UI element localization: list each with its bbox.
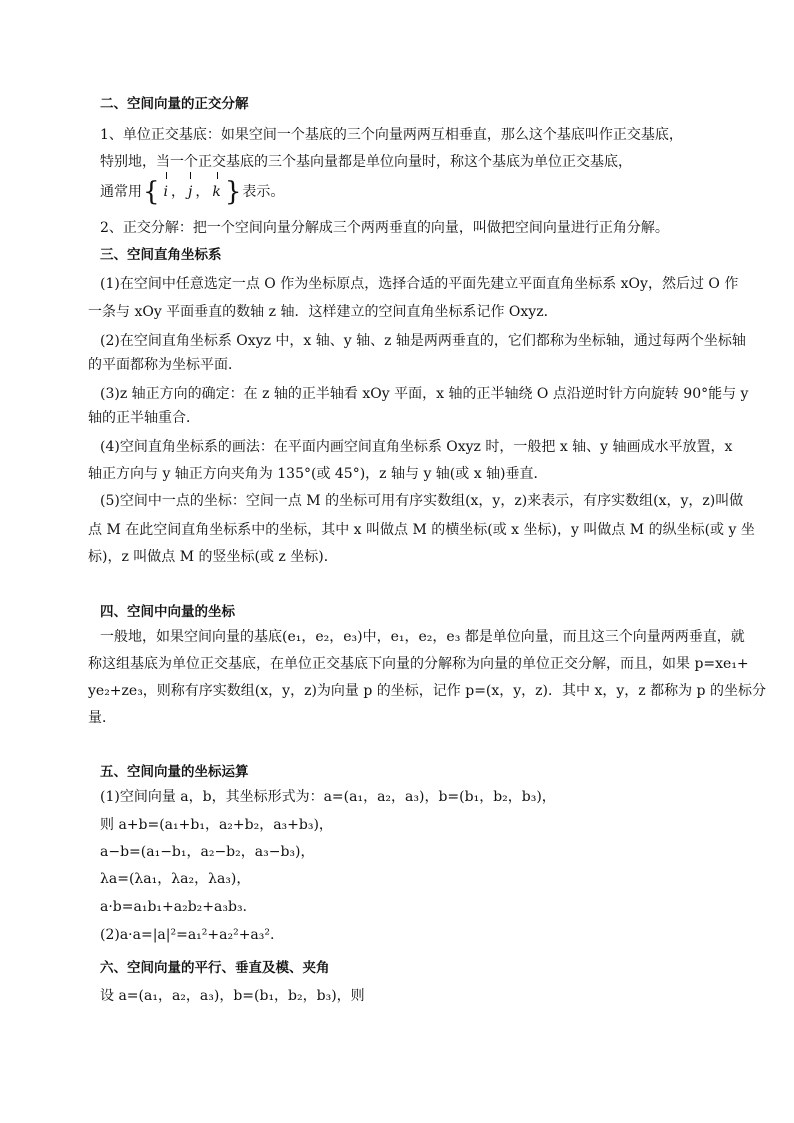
- section-3-para-5-line-1: (5)空间中一点的坐标：空间一点 M 的坐标可用有序实数组(x，y，z)来表示，有序实数组(x，y，z)叫做: [100, 493, 744, 509]
- section-5-line-2: 则 a+b=(a₁+b₁，a₂+b₂，a₃+b₃)，: [100, 817, 333, 833]
- section-3-para-1-line-2: 一条与 xOy 平面垂直的数轴 z 轴．这样建立的空间直角坐标系记作 Oxyz．: [88, 304, 558, 320]
- section-4-para-1-line-2: 称这组基底为单位正交基底，在单位正交基底下向量的分解称为向量的单位正交分解，而且，如果 p=xe₁+: [88, 656, 749, 672]
- section-5-line-5: a·b=a₁b₁+a₂b₂+a₃b₃.: [100, 899, 247, 915]
- section-5-line-6: (2)a·a=|a|²=a₁²+a₂²+a₃².: [100, 927, 275, 943]
- section-3-para-2-line-2: 的平面都称为坐标平面．: [88, 357, 242, 373]
- basis-vector-i: [161, 182, 171, 202]
- section-4-title: 四、空间中向量的坐标: [100, 604, 235, 620]
- section-2-para-1-line-2: 特别地，当一个正交基底的三个基向量都是单位向量时，称这个基底为单位正交基底，: [100, 154, 632, 170]
- section-3-para-2-line-1: (2)在空间直角坐标系 Oxyz 中，x 轴、y 轴、z 轴是两两垂直的，它们都称为坐标轴，通过每两个坐标轴: [100, 333, 746, 349]
- basis-k-label: k: [212, 184, 221, 200]
- section-3-para-5-line-3: 标)，z 叫做点 M 的竖坐标(或 z 坐标)．: [88, 549, 338, 565]
- vector-arrow-j: [190, 172, 191, 179]
- section-4-para-1-line-4: 量．: [88, 710, 116, 726]
- basis-vector-j: [185, 182, 195, 202]
- section-5-title: 五、空间向量的坐标运算: [100, 764, 249, 780]
- basis-suffix: 表示。: [242, 184, 285, 200]
- right-brace: }: [224, 177, 242, 207]
- vector-arrow-k: [217, 172, 218, 179]
- basis-prefix: 通常用: [100, 184, 142, 200]
- section-6-title: 六、空间向量的平行、垂直及模、夹角: [100, 960, 330, 976]
- section-4-para-1-line-1: 一般地，如果空间向量的基底(e₁，e₂，e₃)中，e₁，e₂，e₃ 都是单位向量，而且这三个向量两两垂直，就: [100, 629, 745, 645]
- section-2-para-2: 2、正交分解：把一个空间向量分解成三个两两垂直的向量，叫做把空间向量进行正角分解。: [100, 220, 669, 236]
- section-3-para-5-line-2: 点 M 在此空间直角坐标系中的坐标，其中 x 叫做点 M 的横坐标(或 x 坐标)，y 叫做点 M 的纵坐标(或 y 坐: [88, 522, 755, 538]
- section-3-title: 三、空间直角坐标系: [100, 247, 222, 263]
- section-3-para-3-line-1: (3)z 轴正方向的确定：在 z 轴的正半轴看 xOy 平面，x 轴的正半轴绕 O 点沿逆时针方向旋转 90°能与 y: [100, 386, 749, 402]
- left-brace: {: [143, 177, 160, 207]
- section-5-line-3: a−b=(a₁−b₁，a₂−b₂，a₃−b₃)，: [100, 844, 315, 860]
- section-3-para-3-line-2: 轴的正半轴重合．: [88, 410, 200, 426]
- section-2-title: 二、空间向量的正交分解: [100, 96, 249, 112]
- basis-i-label: i: [163, 184, 169, 200]
- section-3-para-1-line-1: (1)在空间中任意选定一点 O 作为坐标原点，选择合适的平面先建立平面直角坐标系 xOy，然后过 O 作: [100, 276, 739, 292]
- section-5-line-4: λa=(λa₁，λa₂，λa₃)，: [100, 871, 251, 887]
- section-2-para-1-line-1: 1、单位正交基底：如果空间一个基底的三个向量两两互相垂直，那么这个基底叫作正交基底，: [100, 127, 683, 143]
- section-3-para-4-line-1: (4)空间直角坐标系的画法：在平面内画空间直角坐标系 Oxyz 时，一般把 x 轴、y 轴画成水平放置，x: [100, 439, 733, 455]
- section-5-line-1: (1)空间向量 a，b，其坐标形式为：a=(a₁，a₂，a₃)，b=(b₁，b₂，b₃)，: [100, 789, 556, 805]
- basis-j-label: j: [188, 184, 193, 200]
- vector-arrow-i: [166, 172, 167, 179]
- basis-vector-k: [209, 182, 223, 202]
- section-4-para-1-line-3: ye₂+ze₃，则称有序实数组(x，y，z)为向量 p 的坐标，记作 p=(x，y，z)．其中 x，y，z 都称为 p 的坐标分: [88, 683, 766, 699]
- section-3-para-4-line-2: 轴正方向与 y 轴正方向夹角为 135°(或 45°)，z 轴与 y 轴(或 x 轴)垂直．: [88, 466, 548, 482]
- section-2-para-1-line-3: 通常用{ i ， j ， k }表示。: [100, 182, 734, 202]
- section-6-line-1: 设 a=(a₁，a₂，a₃)，b=(b₁，b₂，b₃)，则: [100, 988, 365, 1004]
